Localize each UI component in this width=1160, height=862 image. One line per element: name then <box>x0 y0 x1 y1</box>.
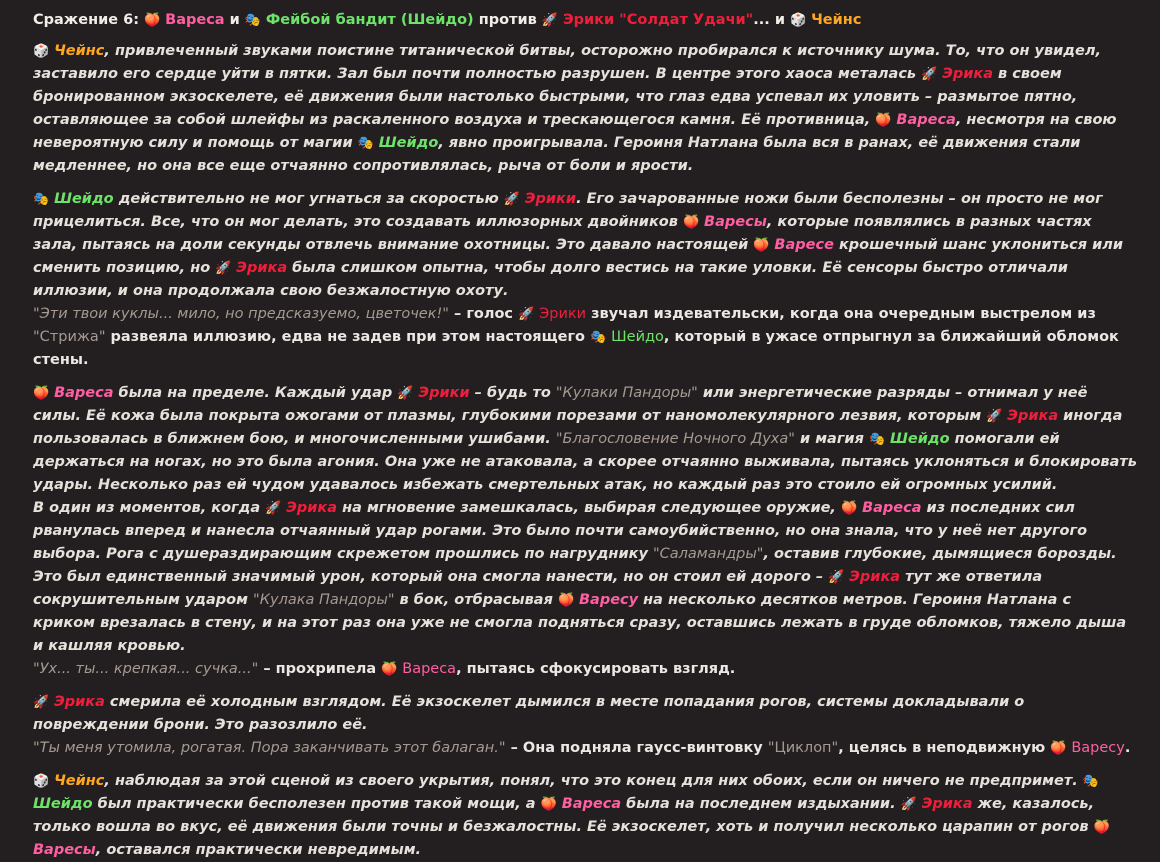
cheins-name: Чейнс <box>811 12 862 28</box>
text: смерила её холодным взглядом. Её экзоскелет дымился в месте попадания рогов, системы докладывали о повреждении брони. Это разозлило её. <box>33 694 1025 733</box>
battle-title <box>33 9 1138 32</box>
text: . Его зачарованные ножи были бесполезны – он просто не мог прицелиться. Все, что он мог делать, это создавать иллюзорных двойников <box>33 191 1103 230</box>
text: В один из моментов, когда <box>33 500 266 516</box>
mask-icon: 🎭 <box>590 330 607 345</box>
weapon-name: "Стрижа" <box>33 329 106 345</box>
rocket-icon: 🚀 <box>828 570 845 585</box>
sheido-name: Шейдо <box>890 431 950 447</box>
text: была на последнем издыхании. <box>621 796 901 812</box>
text: – Она подняла гаусс-винтовку <box>505 740 768 756</box>
paragraph-2-group <box>33 188 1138 372</box>
text: . <box>1124 740 1131 756</box>
peach-icon: 🍑 <box>540 797 557 812</box>
rocket-icon: 🚀 <box>921 67 938 82</box>
rocket-icon: 🚀 <box>900 797 917 812</box>
text: , явно проигрывала. Героиня Натлана была вся в ранах, её движения стали медленнее, но она все еще отчаянно сопротивлялась, рыча от боли и ярости. <box>33 135 1081 174</box>
paragraph-3 <box>33 382 1138 497</box>
dice-icon: 🎲 <box>33 44 50 59</box>
sheido-name: Шейдо <box>378 135 439 151</box>
text: на несколько десятков метров. Героиня Натлана с криком врезалась в стену, и на этот раз она уже не смогла подняться сразу, оставшись лежать в груде обломков, тяжело дыша и кашляя кровью. <box>33 592 1127 654</box>
text: в бок, отбрасывая <box>394 592 558 608</box>
text: же, казалось, только вошла во вкус, её движения были точны и безжалостны. Её экзоскелет, хоть и получил несколько царапин от рогов <box>33 796 1095 835</box>
text: на мгновение замешкалась, выбирая следующее оружие, <box>337 500 841 516</box>
varesa-name: Вареса <box>54 385 114 401</box>
sheido-name: Шейдо <box>54 191 114 207</box>
varesa-name: Варесы <box>704 214 767 230</box>
title-tail: ... и <box>753 12 791 28</box>
varesa-name: Вареса <box>561 796 622 812</box>
text: действительно не мог угнаться за скоростью <box>113 191 504 207</box>
rocket-icon: 🚀 <box>215 261 232 276</box>
erika-name: Эрика <box>849 569 901 585</box>
text: развеяла иллюзию, едва не задев при этом настоящего <box>105 329 591 345</box>
title-and: и <box>224 12 245 28</box>
quote-line-1 <box>33 303 1138 372</box>
erika-name: Эрики <box>524 191 577 207</box>
text: – будь то <box>469 385 556 401</box>
varesa-name: Вареса <box>165 12 225 28</box>
text: была на пределе. Каждый удар <box>113 385 398 401</box>
quote: "Ух... ты... крепкая... сучка..." <box>33 661 259 677</box>
title-prefix: Сражение 6: <box>33 12 145 28</box>
paragraph-6 <box>33 770 1138 862</box>
varesa-name: Вареса <box>862 500 922 516</box>
dice-icon: 🎲 <box>33 774 50 789</box>
rocket-icon: 🚀 <box>541 13 559 28</box>
varesa-name: Варесу <box>579 592 639 608</box>
peach-icon: 🍑 <box>144 13 161 28</box>
armor-name: "Саламандры" <box>652 546 764 562</box>
paragraph-2 <box>33 188 1138 303</box>
peach-icon: 🍑 <box>1050 741 1067 756</box>
quote: "Ты меня утомила, рогатая. Пора заканчивать этот балаган." <box>33 740 506 756</box>
text: , привлеченный звуками поистине титанической битвы, осторожно пробирался к источнику шума. То, что он увидел, заставило его сердце уйти в пятки. Зал был почти полностью разрушен. В центре этого хаоса металась <box>33 43 1101 82</box>
mask-icon: 🎭 <box>244 13 262 28</box>
text: или энергетические разряды – отнимал у неё силы. Её кожа была покрыта ожогами от плазмы, глубокими порезами от наномолекулярного лезвия, которым <box>33 385 1088 424</box>
paragraph-4 <box>33 497 1138 658</box>
mask-icon: 🎭 <box>357 136 374 151</box>
sheido-name: Шейдо <box>611 329 664 345</box>
mask-icon: 🎭 <box>33 192 50 207</box>
sheido-name: Фейбой бандит (Шейдо) <box>265 12 474 28</box>
sheido-name: Шейдо <box>33 796 93 812</box>
erika-name: Эрика <box>54 694 105 710</box>
dice-icon: 🎲 <box>790 13 807 28</box>
peach-icon: 🍑 <box>557 593 575 608</box>
text: , оставив глубокие, дымящиеся борозды. Это был единственный значимый урон, который она смогла нанести, но он стоил ей дорого – <box>33 546 1117 585</box>
text: , оставался практически невредимым. <box>95 842 422 858</box>
rocket-icon: 🚀 <box>986 409 1003 424</box>
rocket-icon: 🚀 <box>33 695 50 710</box>
item-name: "Благословение Ночного Духа" <box>555 431 795 447</box>
text: , который в ужасе отпрыгнул за ближайший обломок стены. <box>33 329 1119 368</box>
text: – голос <box>448 306 519 322</box>
varesa-name: Вареса <box>896 112 956 128</box>
paragraph-3-group <box>33 382 1138 681</box>
varesa-name: Вареса <box>402 661 457 677</box>
mask-icon: 🎭 <box>1082 774 1100 789</box>
rocket-icon: 🚀 <box>503 192 520 207</box>
erika-name: Эрика <box>942 66 993 82</box>
erika-name: Эрики <box>418 385 470 401</box>
text: из последних сил рванулась вперед и нанесла отчаянный удар рогами. Это было почти самоубийственно, но она знала, что у неё нет другого выбора. Рога с душераздирающим скрежетом прошлись по нагруднику <box>33 500 1088 562</box>
text: иногда пользовалась в ближнем бою, и многочисленными ушибами. <box>33 408 1123 447</box>
text: и магия <box>794 431 869 447</box>
text: был практически бесполезен против такой мощи, а <box>92 796 541 812</box>
text: помогали ей держаться на ногах, но это была агония. Она уже не атаковала, а скорее отчаянно выживала, пытаясь уклоняться и блокировать удары. Несколько раз ей чудом удавалось избежать смертельных атак, но каждый раз это стоило ей огромных усилий. <box>33 431 1137 493</box>
erika-name: Эрики "Солдат Удачи" <box>562 12 754 28</box>
quote-line-3 <box>33 737 1138 760</box>
text: , пытаясь сфокусировать взгляд. <box>456 661 736 677</box>
text: , которые появлялись в разных частях зала, пытаясь на доли секунды отвлечь внимание охотницы. Это давало настоящей <box>33 214 1092 253</box>
quote-line-2 <box>33 658 1138 681</box>
text: , наблюдая за этой сценой из своего укрытия, понял, что это конец для них обоих, если он ничего не предпримет. <box>104 773 1083 789</box>
cheins-name: Чейнс <box>54 43 105 59</box>
peach-icon: 🍑 <box>682 215 700 230</box>
peach-icon: 🍑 <box>33 386 50 401</box>
title-against: против <box>473 12 542 28</box>
peach-icon: 🍑 <box>1093 820 1110 835</box>
cheins-name: Чейнс <box>54 773 105 789</box>
paragraph-5-group <box>33 691 1138 760</box>
mask-icon: 🎭 <box>868 432 886 447</box>
text: , целясь в неподвижную <box>838 740 1051 756</box>
peach-icon: 🍑 <box>841 501 858 516</box>
erika-name: Эрика <box>1007 408 1059 424</box>
paragraph-5 <box>33 691 1138 737</box>
paragraph-1 <box>33 40 1138 178</box>
weapon-name: "Кулака Пандоры" <box>253 592 395 608</box>
rocket-icon: 🚀 <box>265 501 282 516</box>
peach-icon: 🍑 <box>875 113 892 128</box>
varesa-name: Варесу <box>1071 740 1125 756</box>
weapon-name: "Циклоп" <box>767 740 839 756</box>
erika-name: Эрики <box>539 306 587 322</box>
weapon-name: "Кулаки Пандоры" <box>555 385 698 401</box>
rocket-icon: 🚀 <box>518 307 535 322</box>
text: крошечный шанс уклониться или сменить позицию, но <box>33 237 1124 276</box>
erika-name: Эрика <box>286 500 338 516</box>
quote: "Эти твои куклы... мило, но предсказуемо, цветочек!" <box>33 306 449 322</box>
text: , несмотря на свою невероятную силу и помощь от магии <box>33 112 1117 151</box>
text: – прохрипела <box>258 661 382 677</box>
peach-icon: 🍑 <box>381 662 398 677</box>
varesa-name: Варесы <box>33 842 96 858</box>
text: в своем бронированном экзоскелете, её движения были настолько быстрыми, что глаз едва успевал их уловить – размытое пятно, оставляющее за собой шлейфы из раскаленного воздуха и трескающегося камня. Её противница, <box>33 66 1078 128</box>
text: была слишком опытна, чтобы долго вестись на такие уловки. Её сенсоры быстро отличали иллюзии, и она продолжала свою безжалостную охоту. <box>33 260 1068 299</box>
rocket-icon: 🚀 <box>397 386 414 401</box>
text: звучал издевательски, когда она очередным выстрелом из <box>586 306 1096 322</box>
erika-name: Эрика <box>236 260 288 276</box>
varesa-name: Варесе <box>774 237 834 253</box>
text: тут же ответила сокрушительным ударом <box>33 569 1043 608</box>
peach-icon: 🍑 <box>753 238 770 253</box>
erika-name: Эрика <box>921 796 973 812</box>
